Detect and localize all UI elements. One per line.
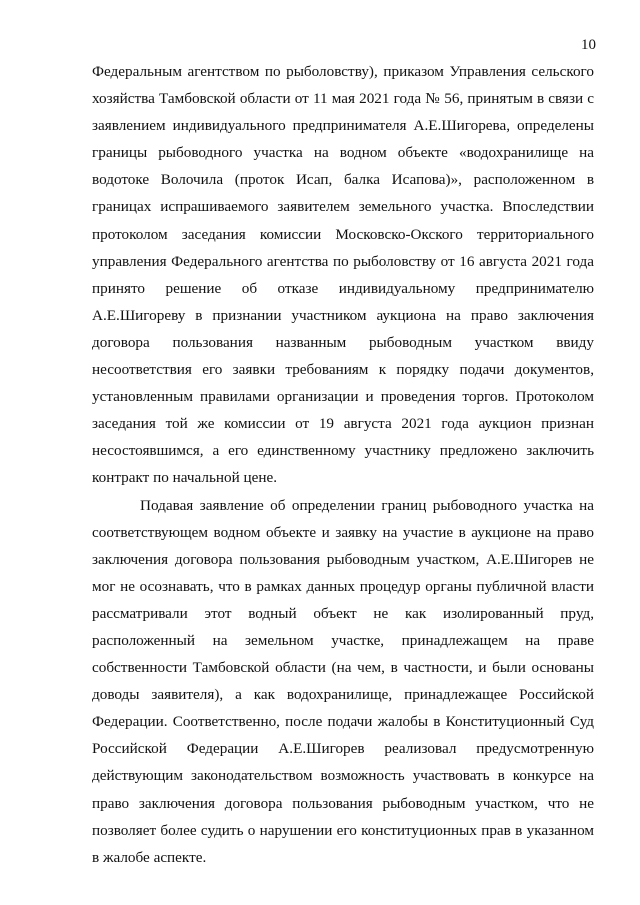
- page-number: 10: [581, 37, 596, 53]
- paragraph: Подавая заявление об определении границ рыбоводного участка на соответствующем водном объекте и заявку на участие в аукционе на право заключения договора пользования рыбоводным участком, А.Е.Шигорев не мог не осознавать, что в рамках данных процедур органы публичной власти рассматривали этот водный объект не как изолированный пруд, расположенный на земельном участке, принадлежащем на праве собственности Тамбовской области (на чем, в частности, и были основаны доводы заявителя), а как водохранилище, принадлежащее Российской Федерации. Соответственно, после подачи жалобы в Конституционный Суд Российской Федерации А.Е.Шигорев реализовал предусмотренную действующим законодательством возможность участвовать в конкурсе на право заключения договора пользования рыбоводным участком, что не позволяет более судить о нарушении его конституционных прав в указанном в жалобе аспекте.: [92, 496, 594, 866]
- document-body: [92, 58, 594, 871]
- paragraph-continuation: Федеральным агентством по рыболовству), приказом Управления сельского хозяйства Тамбовской области от 11 мая 2021 года № 56, принятым в связи с заявлением индивидуального предпринимателя А.Е.Шигорева, определены границы рыбоводного участка на водном объекте «водохранилище на водотоке Волочила (проток Исап, балка Исапова)», расположенном в границах испрашиваемого заявителем земельного участка. Впоследствии протоколом заседания комиссии Московско-Окского территориального управления Федерального агентства по рыболовству от 16 августа 2021 года принято решение об отказе индивидуальному предпринимателю А.Е.Шигореву в признании участником аукциона на право заключения договора пользования названным рыбоводным участком ввиду несоответствия его заявки требованиям к порядку подачи документов, установленным правилами организации и проведения торгов. Протоколом заседания той же комиссии от 19 августа 2021 года аукцион признан несостоявшимся, а его единственному участнику предложено заключить контракт по начальной цене.: [92, 63, 594, 487]
